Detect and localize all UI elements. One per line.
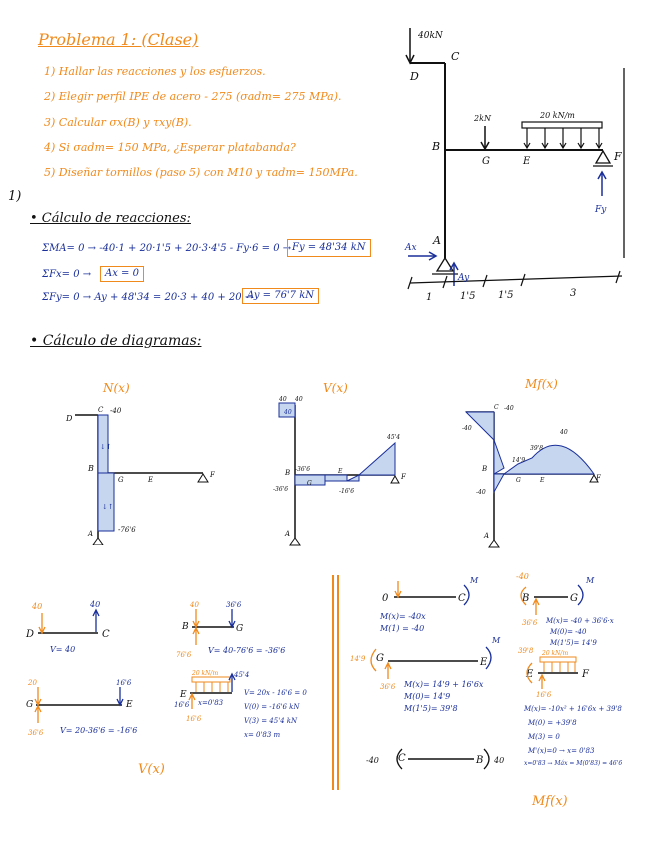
svg-text:A: A [88,530,94,538]
mw-ef-bot: 16'6 [536,691,552,699]
dc-load-left: 40 [32,602,43,611]
mw-dc-m: M [470,576,479,585]
label-E: E [523,156,531,167]
label-C: C [451,50,460,63]
v-value-1: 40 [279,396,287,403]
eq-fy: ΣFy= 0 → Ay + 48'34 = 20·3 + 40 + 20 → [42,292,254,303]
mw-bg-top: -40 [516,572,529,581]
label-D: D [410,70,419,83]
task-1: 1) Hallar las reacciones y los esfuerzos. [44,65,266,78]
svg-text:E: E [126,700,133,710]
svg-text:B: B [476,755,484,766]
svg-text:E: E [480,657,488,668]
v-value-4: -36'6 [273,486,289,493]
mw-ge-eq-2: M(0)= 14'9 [404,692,451,701]
task-2: 2) Elegir perfil IPE de acero - 275 (σadm= 275 MPa). [44,90,342,103]
section-number: 1) [8,189,22,204]
diagrams-heading: • Cálculo de diagramas: [30,333,202,349]
moment-work-right [346,565,646,840]
mw-dc-eq-1: M(x)= -40x [380,612,426,621]
divider-2 [337,575,339,790]
v-diagram [265,393,415,548]
svg-text:B: B [182,622,189,632]
svg-text:G: G [118,476,124,484]
load-point-label: 2kN [474,114,491,123]
eq-fx: ΣFx= 0 → [42,269,92,280]
n-top-value: -40 [110,407,122,415]
svg-text:E: E [180,690,187,700]
svg-text:B: B [482,465,488,473]
svg-text:A: A [285,530,291,538]
label-B: B [432,140,441,153]
svg-text:F: F [596,474,601,482]
task-5: 5) Diseñar tornillos (paso 5) con M10 y τadm= 150MPa. [44,166,358,179]
svg-text:E: E [338,468,343,475]
mw-ef-eq-2: M(0) = +39'8 [528,719,577,727]
m-value-5: 40 [560,429,568,436]
ef-load: 20 kN/m [192,670,219,677]
mw-ge-bot: 36'6 [380,683,396,691]
task-3: 3) Calcular σx(B) y τxy(B). [44,116,192,129]
load-top-label: 40kN [418,31,443,41]
v-diagram-title: V(x) [323,381,348,395]
svg-text:G: G [236,624,244,634]
reactions-heading: • Cálculo de reacciones: [30,211,191,226]
ay-result: Ay = 76'7 kN [242,288,319,304]
reaction-ax-label: Ax [405,243,417,253]
svg-text:↓↑: ↓↑ [100,443,112,451]
ef-left: 16'6 [174,701,190,709]
m-value-2: -40 [462,425,472,432]
mw-ef-eq-3: M(3) = 0 [528,733,560,741]
m-diagram-title: Mf(x) [525,377,558,391]
reaction-ay-label: Ay [458,273,470,283]
m-value-6: -40 [476,489,486,496]
dc-load-right: 40 [90,600,101,609]
mw-bg-eq-1: M(x)= -40 + 36'6·x [546,617,614,625]
load-dist-label: 20 kN/m [540,111,575,120]
m-value-3: 39'8 [530,445,544,452]
dc-shear-eq: V= 40 [50,645,76,654]
ax-result: Ax = 0 [100,266,144,282]
v-value-3: 45'4 [387,434,401,441]
mw-ef-eq-5: x=0'83 → Máx = M(0'83) = 46'6 [524,760,623,767]
dim-4: 3 [570,288,577,299]
v-value-6: -36'6 [295,466,311,473]
dim-2: 1'5 [460,291,476,302]
svg-text:G: G [376,653,384,664]
svg-text:C: C [398,753,406,764]
eq-moments: ΣMA= 0 → -40·1 + 20·1'5 + 20·3·4'5 - Fy·6 = 0 → [42,243,292,254]
label-A: A [433,234,441,247]
mw-ef-eq-1: M(x)= -10x² + 16'6x + 39'8 [524,705,622,713]
task-4: 4) Si σadm= 150 MPa, ¿Esperar platabanda? [44,141,296,154]
mw-ef-load: 20 kN/m [542,650,569,657]
svg-text:↓↑: ↓↑ [102,503,114,511]
svg-text:C: C [494,404,499,411]
svg-text:B: B [522,593,530,604]
dim-3: 1'5 [498,290,514,301]
svg-text:F: F [582,669,589,680]
ef-bot: 16'6 [186,715,202,723]
svg-text:G: G [570,593,578,604]
svg-text:F: F [401,473,406,481]
label-F: F [614,150,622,163]
ef-eq-3: V(3) = 45'4 kN [244,717,298,725]
mw-dc-eq-2: M(1) = -40 [380,624,425,633]
mw-bc-left: -40 [366,756,379,765]
ef-right: 45'4 [234,671,250,679]
dim-1: 1 [426,292,433,303]
svg-text:F: F [210,471,215,479]
svg-text:C: C [102,629,110,640]
bg-load-2: 36'6 [226,601,242,609]
svg-text:D: D [26,629,35,640]
mw-bg-eq-3: M(1'5)= 14'9 [550,639,597,647]
svg-text:B: B [285,469,291,477]
m-value-4: 14'9 [512,457,526,464]
mw-bg-m: M [586,576,595,585]
moment-work-title: Mf(x) [532,794,568,809]
ef-x: x=0'83 [198,699,224,707]
mw-dc-left: 0 [382,593,389,604]
svg-text:G: G [307,480,312,487]
bg-load-1: 40 [190,601,199,609]
mw-ge-eq-3: M(1'5)= 39'8 [404,704,458,713]
svg-text:B: B [88,464,94,473]
bg-reaction: 76'6 [176,651,192,659]
mw-bc-right: 40 [494,756,505,765]
m-value-1: -40 [504,405,514,412]
v-value-5: -16'6 [339,488,355,495]
svg-text:40: 40 [284,409,292,416]
mw-ge-left: 14'9 [350,655,366,663]
svg-text:G: G [26,700,34,710]
svg-text:E: E [148,476,154,484]
m-diagram [456,400,606,550]
svg-text:C: C [98,406,104,414]
svg-text:A: A [484,532,490,540]
n-diagram [60,405,220,545]
mw-ef-eq-4: M'(x)=0 → x= 0'83 [528,747,595,755]
svg-text:E: E [540,477,545,484]
n-bottom-value: -76'6 [118,526,136,534]
mw-dc-right: C [458,593,466,604]
bg-shear-eq: V= 40-76'6 = -36'6 [208,646,286,655]
mw-ge-m: M [492,636,501,645]
ge-left-top: 20 [28,679,37,687]
svg-text:D: D [66,414,73,423]
svg-text:G: G [516,477,521,484]
problem-title: Problema 1: (Clase) [38,30,199,49]
v-value-2: 40 [295,396,303,403]
shear-work-left [20,595,330,800]
shear-work-title: V(x) [138,762,165,777]
mw-bg-left: 36'6 [522,619,538,627]
ef-eq-2: V(0) = -16'6 kN [244,703,300,711]
ef-eq-4: x= 0'83 m [244,731,281,739]
mw-ef-top: 39'8 [518,647,534,655]
ge-left-bot: 36'6 [28,729,44,737]
ge-right-top: 16'6 [116,679,132,687]
reaction-fy-label: Fy [595,205,607,215]
ef-eq-1: V= 20x - 16'6 = 0 [244,689,307,697]
n-diagram-title: N(x) [103,381,130,395]
mw-ge-eq-1: M(x)= 14'9 + 16'6x [404,680,484,689]
label-G: G [482,156,490,167]
fy-result: Fy = 48'34 kN [287,239,371,257]
ge-shear-eq: V= 20-36'6 = -16'6 [60,726,138,735]
divider [332,575,334,790]
svg-text:E: E [526,669,534,680]
structure-drawing [390,18,645,318]
mw-bg-eq-2: M(0)= -40 [550,628,587,636]
